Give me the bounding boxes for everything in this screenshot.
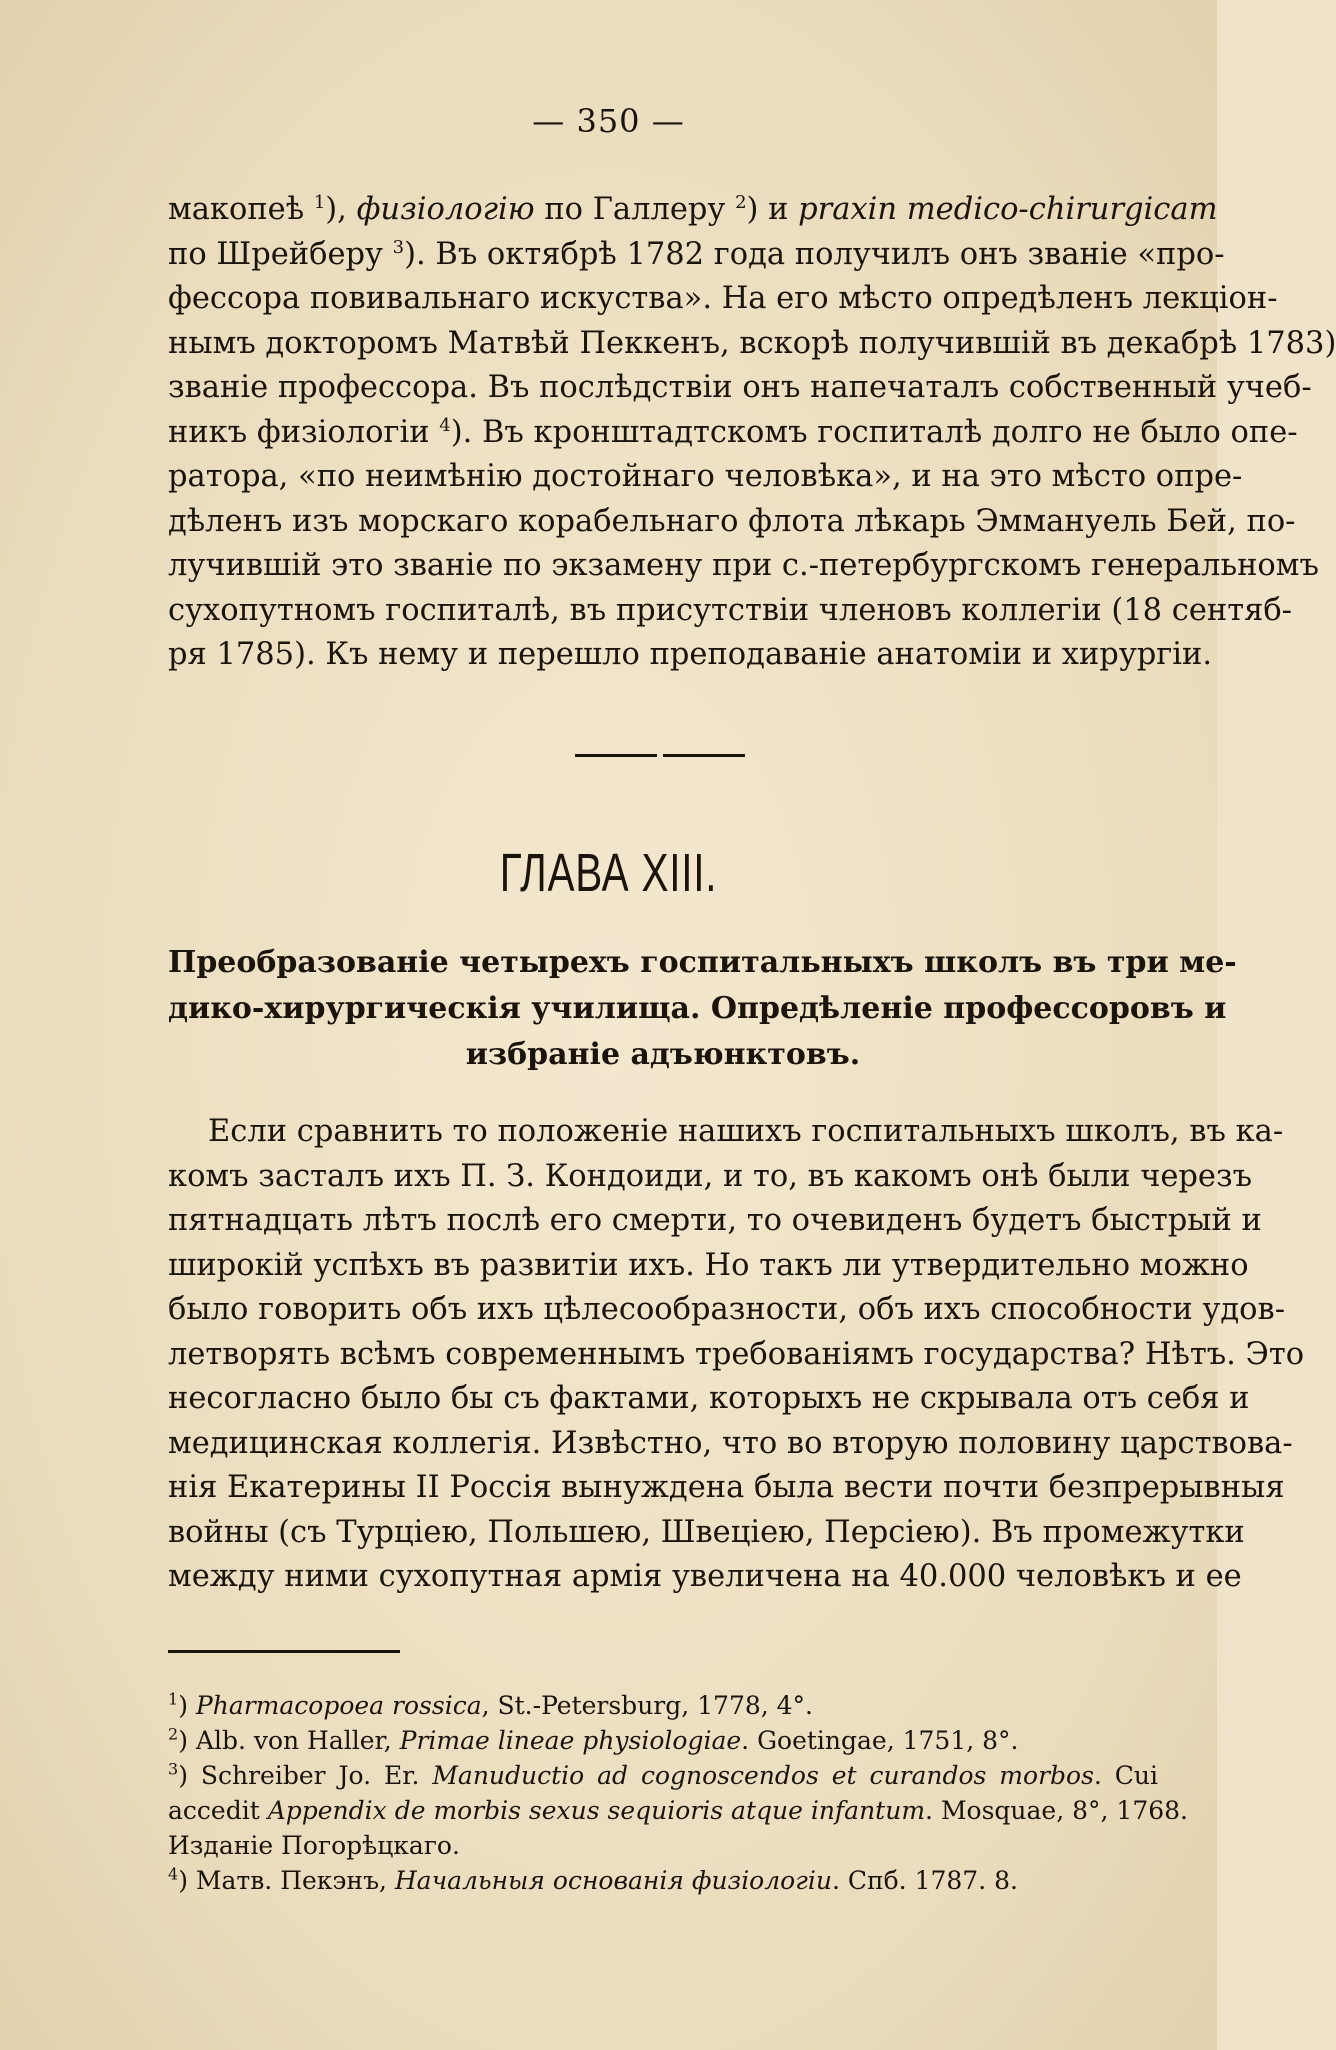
text-run: сухопутномъ госпиталѣ, въ присутствіи членовъ коллегіи (18 сентяб-	[168, 592, 1292, 628]
text-line	[168, 500, 1296, 545]
text-line: летворять всѣмъ современнымъ требованіямъ государства? Нѣтъ. Это	[168, 1336, 1305, 1372]
text-line: комъ засталъ ихъ П. З. Кондоиди, и то, въ какомъ онѣ были черезъ	[168, 1158, 1253, 1194]
italic-text: Primae lineae physiologiae	[399, 1726, 742, 1755]
text-run: фессора повивальнаго искуства». На его мѣсто опредѣленъ лекціон-	[168, 281, 1278, 316]
chapter-heading: ГЛАВА XIII.	[499, 843, 718, 903]
footnote-marker: 1	[168, 1689, 179, 1709]
text-line	[168, 277, 1278, 322]
text-run: , St.-Petersburg, 1778, 4°.	[481, 1691, 814, 1720]
text-run: лучившій это званіе по экзамену при с.-петербургскомъ генеральномъ	[168, 548, 1319, 583]
section-divider	[575, 754, 745, 757]
text-run: Изданіе Погорѣцкаго.	[168, 1831, 460, 1860]
main-paragraph	[168, 1110, 1305, 1600]
text-run: дѣленъ изъ морскаго корабельнаго флота лѣкарь Эммануель Бей, по-	[168, 503, 1296, 539]
footnote-marker: 3	[168, 1759, 179, 1779]
footnote-marker: 2	[735, 191, 747, 213]
text-run: . Спб. 1787. 8.	[831, 1866, 1018, 1895]
text-run: . Goetingae, 1751, 8°.	[741, 1726, 1019, 1755]
footnote-line	[168, 1758, 1158, 1793]
italic-text: Pharmacopoea rossica	[195, 1691, 482, 1720]
chapter-title	[168, 940, 1237, 1078]
text-line: нія Екатерины II Россія вынуждена была вести почти безпрерывныя	[168, 1470, 1285, 1505]
text-run: ). Въ кронштадтскомъ госпиталѣ долго не было опе-	[450, 414, 1298, 450]
text-line: широкій успѣхъ въ развитіи ихъ. Но такъ ли утвердительно можно	[168, 1247, 1249, 1283]
italic-text: praxin medico-chirurgicam	[798, 192, 1218, 227]
footnote-marker: 4	[168, 1864, 179, 1884]
text-line	[168, 455, 1243, 500]
text-line	[168, 233, 1225, 278]
text-line: медицинская коллегія. Извѣстно, что во вторую половину царствова-	[168, 1425, 1293, 1461]
italic-text: физіологію	[356, 192, 535, 227]
text-run: ря 1785). Къ нему и перешло преподаваніе анатоміи и хирургіи.	[168, 637, 1213, 672]
text-run: званіе профессора. Въ послѣдствіи онъ напечаталъ собственный учеб-	[168, 370, 1312, 405]
text-run: по Шрейберу	[168, 236, 393, 272]
footnote-rule	[168, 1650, 400, 1653]
text-run: ) Alb. von Haller,	[178, 1726, 400, 1755]
footnote-line	[168, 1793, 1188, 1828]
text-run: ). Въ октябрѣ 1782 года получилъ онъ званіе «про-	[404, 236, 1225, 272]
footnote-marker: 1	[313, 191, 326, 213]
text-run: ратора, «по неимѣнію достойнаго человѣка», и на это мѣсто опре-	[168, 459, 1243, 494]
top-paragraph	[168, 188, 1336, 678]
text-line	[168, 633, 1213, 678]
footnote-line	[168, 1723, 1158, 1758]
text-run: макопеѣ	[168, 192, 314, 227]
text-line: было говорить объ ихъ цѣлесообразности, объ ихъ способности удов-	[168, 1292, 1286, 1327]
text-line	[168, 188, 1218, 233]
chapter-title-line: дико-хирургическія училища. Опредѣленіе профессоровъ и	[168, 991, 1227, 1026]
footnotes	[168, 1688, 1188, 1898]
text-line: войны (съ Турціею, Польшею, Швеціею, Персіею). Въ промежутки	[168, 1514, 1245, 1550]
footnote-line	[168, 1863, 1158, 1898]
text-line: Если сравнить то положеніе нашихъ госпитальныхъ школъ, въ ка-	[208, 1114, 1284, 1149]
text-run: нымъ докторомъ Матвѣй Пеккенъ, вскорѣ получившій въ декабрѣ 1783)	[168, 325, 1336, 361]
footnote-line	[168, 1828, 1158, 1863]
italic-text: Начальныя основанія физіологіи	[394, 1866, 832, 1895]
text-run: ) Матв. Пекэнъ,	[178, 1866, 395, 1895]
footnote-marker: 2	[168, 1724, 179, 1744]
text-line	[168, 366, 1312, 411]
italic-text: Appendix de morbis sexus sequioris atque infantum	[267, 1796, 926, 1825]
footnote-marker: 4	[439, 414, 451, 436]
text-run: )	[178, 1691, 196, 1720]
italic-text: Manuductio ad cognoscendos et curandos morbos	[432, 1761, 1094, 1790]
footnote-line	[168, 1688, 1158, 1723]
text-line: пятнадцать лѣтъ послѣ его смерти, то очевиденъ будетъ быстрый и	[168, 1203, 1262, 1238]
text-line	[168, 589, 1292, 634]
text-line: несогласно было бы съ фактами, которыхъ не скрывала отъ себя и	[168, 1381, 1250, 1416]
text-line: между ними сухопутная армія увеличена на 40.000 человѣкъ и ее	[168, 1559, 1242, 1594]
text-run: по Галлеру	[534, 192, 736, 227]
text-line	[168, 544, 1319, 589]
text-run: ) и	[746, 192, 799, 227]
text-run: ),	[325, 192, 357, 227]
chapter-title-line: избраніе адъюнктовъ.	[465, 1037, 861, 1072]
text-line	[168, 322, 1336, 367]
text-run: никъ физіологіи	[168, 414, 440, 450]
chapter-title-line: Преобразованіе четырехъ госпитальныхъ школъ въ три ме-	[168, 945, 1237, 980]
text-run: accedit	[168, 1796, 268, 1825]
page-number: — 350 —	[532, 102, 685, 140]
text-line	[168, 411, 1298, 456]
footnote-marker: 3	[392, 236, 405, 258]
text-run: . Cui	[1093, 1761, 1158, 1790]
text-run: . Mosquae, 8°, 1768.	[925, 1796, 1188, 1825]
text-run: ) Schreiber Jo. Er.	[178, 1761, 433, 1790]
